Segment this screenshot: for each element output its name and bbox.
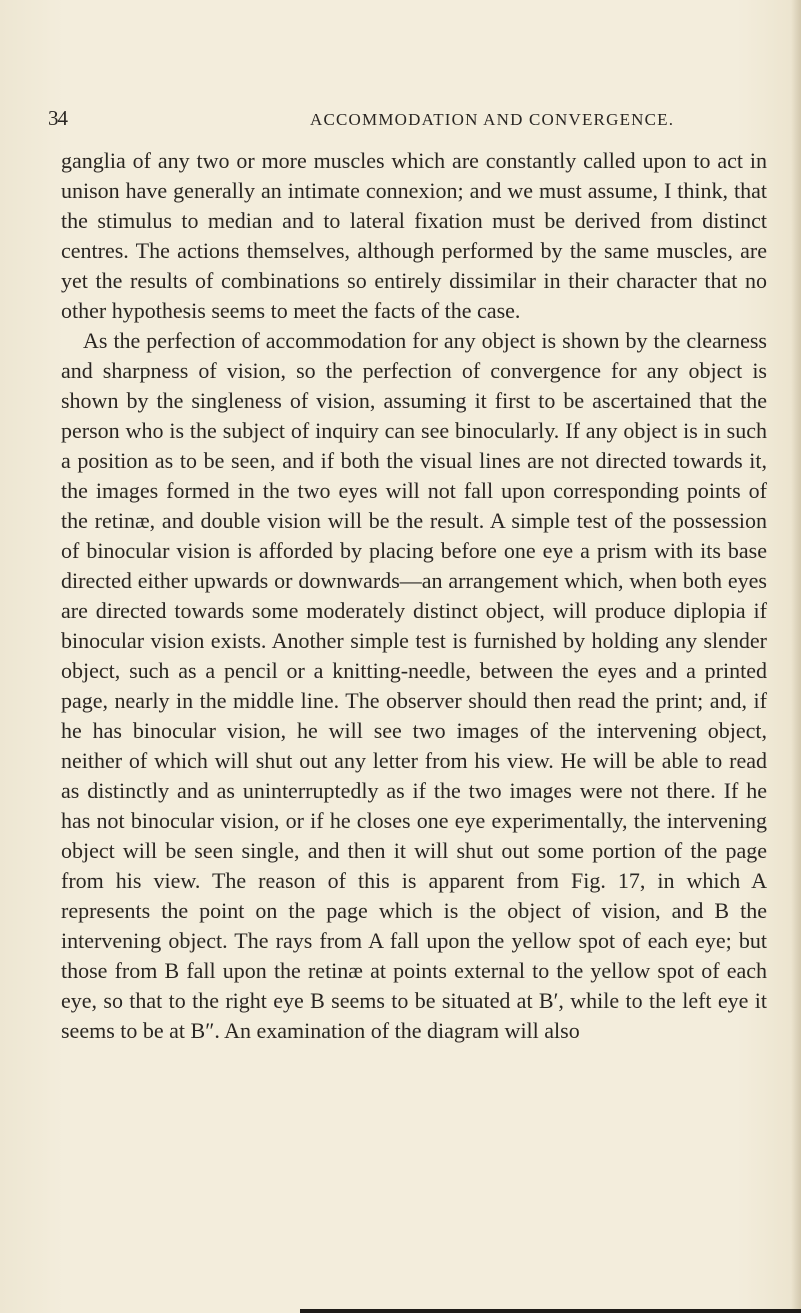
body-text: [61, 146, 767, 1046]
page-header: [0, 104, 801, 134]
paragraph-convergence: As the perfection of accommodation for any object is shown by the clearness and sharpness of vision, so the perfection of convergence for any object is shown by the singleness of vision, assuming it first to be ascertained that the person who is the subject of inquiry can see binocularly. If any object is in such a position as to be seen, and if both the visual lines are not directed towards it, the images formed in the two eyes will not fall upon corresponding points of the retinæ, and double vision will be the result. A simple test of the possession of binocular vision is afforded by placing before one eye a prism with its base directed either upwards or downwards—an arrangement which, when both eyes are directed towards some moderately distinct object, will produce diplopia if binocular vision exists. Another simple test is furnished by holding any slender object, such as a pencil or a knitting-needle, between the eyes and a printed page, nearly in the middle line. The observer should then read the print; and, if he has binocular vision, he will see two images of the intervening object, neither of which will shut out any letter from his view. He will be able to read as distinctly and as uninterruptedly as if the two images were not there. If he has not binocular vision, or if he closes one eye experimentally, the intervening object will be seen single, and then it will shut out some portion of the page from his view. The reason of this is apparent from Fig. 17, in which A represents the point on the page which is the object of vision, and B the intervening object. The rays from A fall upon the yellow spot of each eye; but those from B fall upon the retinæ at points external to the yellow spot of each eye, so that to the right eye B seems to be situated at B′, while to the left eye it seems to be at B″. An examination of the diagram will also: [61, 328, 767, 1043]
paragraph-continued: ganglia of any two or more muscles which are constantly called upon to act in unison have generally an intimate connexion; and we must assume, I think, that the stimulus to median and to lateral fixation must be derived from distinct centres. The actions themselves, although performed by the same muscles, are yet the results of combinations so entirely dissimilar in their character that no other hypothesis seems to meet the facts of the case.: [61, 148, 767, 323]
page-number: 34: [48, 106, 67, 130]
running-head: ACCOMMODATION AND CONVERGENCE.: [310, 110, 675, 129]
bottom-edge-rule: [300, 1309, 801, 1313]
page-edge-shadow: [791, 0, 801, 1313]
